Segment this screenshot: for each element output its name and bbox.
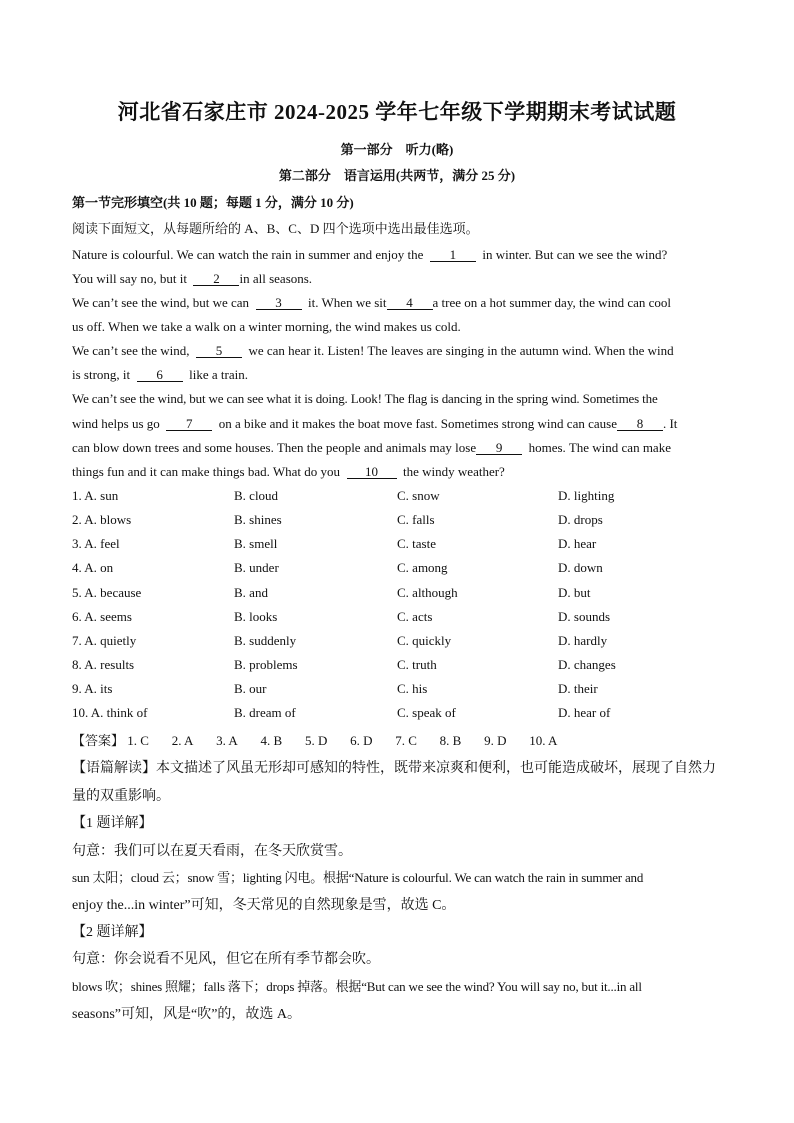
question-2-explanation: blows 吹；shines 照耀；falls 落下；drops 掉落。根据“But can we see the wind? You will say no, but it...in all bbox=[72, 979, 642, 994]
option-c: C. acts bbox=[397, 609, 433, 624]
option-b: B. looks bbox=[234, 609, 278, 624]
answer-item: 5. D bbox=[304, 733, 328, 748]
option-d: D. their bbox=[558, 681, 598, 696]
passage-line: can blow down trees and some houses. Then the people and animals may lose 9 homes. The wind can make bbox=[72, 440, 671, 455]
option-d: D. changes bbox=[558, 657, 616, 672]
option-b: B. smell bbox=[234, 536, 278, 551]
answer-item: 4. B bbox=[260, 733, 283, 748]
option-a: 2. A. blows bbox=[72, 512, 132, 527]
blank-1: 1 bbox=[430, 248, 476, 262]
blank-7: 7 bbox=[166, 417, 212, 431]
question-1-explanation: sun 太阳；cloud 云；snow 雪；lighting 闪电。根据“Nature is colourful. We can watch the rain in summer and bbox=[72, 870, 644, 885]
option-c: C. his bbox=[397, 681, 428, 696]
option-c: C. quickly bbox=[397, 633, 452, 648]
answer-label: 【答案】 bbox=[72, 733, 125, 748]
passage-line: We can’t see the wind, but we can see what it is doing. Look! The flag is dancing in the spring wind. Sometimes the bbox=[72, 391, 658, 406]
blank-8: 8 bbox=[617, 417, 663, 431]
blank-10: 10 bbox=[347, 465, 397, 479]
option-a: 4. A. on bbox=[72, 560, 114, 575]
option-c: C. among bbox=[397, 560, 448, 575]
answer-item: 1. C bbox=[127, 733, 149, 748]
answer-item: 3. A bbox=[216, 733, 238, 748]
passage-line: We can’t see the wind, but we can 3 it. When we sit 4 a tree on a hot summer day, the wind can cool bbox=[72, 295, 672, 310]
answer-item: 9. D bbox=[484, 733, 507, 748]
option-a: 6. A. seems bbox=[72, 609, 132, 624]
option-d: D. hear of bbox=[558, 705, 611, 720]
option-a: 8. A. results bbox=[72, 657, 135, 672]
question-2-heading: 【2 题详解】 bbox=[72, 925, 153, 940]
option-d: D. lighting bbox=[558, 488, 615, 503]
option-b: B. under bbox=[234, 560, 279, 575]
option-a: 10. A. think of bbox=[72, 705, 148, 720]
option-a: 9. A. its bbox=[72, 681, 113, 696]
option-c: C. snow bbox=[397, 488, 440, 503]
page-title: 河北省石家庄市 2024-2025 学年七年级下学期期末考试试题 bbox=[117, 100, 677, 124]
passage-line: Nature is colourful. We can watch the rain in summer and enjoy the 1 in winter. But can we see the wind? bbox=[72, 247, 668, 262]
option-c: C. speak of bbox=[397, 705, 456, 720]
answer-item: 6. D bbox=[350, 733, 373, 748]
option-d: D. hear bbox=[558, 536, 597, 551]
question-1-explanation: enjoy the...in winter”可知，冬天常见的自然现象是雪，故选 C。 bbox=[72, 898, 456, 913]
option-b: B. cloud bbox=[234, 488, 279, 503]
answer-item: 8. B bbox=[439, 733, 462, 748]
analysis-text: 【语篇解读】本文描述了风虽无形却可感知的特性，既带来凉爽和便利，也可能造成破坏，展现了自然力 bbox=[72, 761, 716, 776]
part-two-heading: 第二部分 语言运用(共两节，满分 25 分) bbox=[278, 168, 516, 183]
passage-line: We can’t see the wind, 5 we can hear it. Listen! The leaves are singing in the autumn wind. When the wind bbox=[72, 343, 674, 358]
passage-line: things fun and it can make things bad. What do you 10 the windy weather? bbox=[72, 464, 505, 479]
question-2-explanation: seasons”可知，风是“吹”的，故选 A。 bbox=[72, 1007, 302, 1022]
option-d: D. but bbox=[558, 585, 591, 600]
passage-line: is strong, it 6 like a train. bbox=[72, 367, 248, 382]
option-b: B. and bbox=[234, 585, 268, 600]
blank-3: 3 bbox=[256, 296, 302, 310]
option-d: D. down bbox=[558, 560, 603, 575]
option-a: 5. A. because bbox=[72, 585, 142, 600]
answer-item: 2. A bbox=[171, 733, 194, 748]
answer-key bbox=[72, 730, 724, 749]
answer-item: 7. C bbox=[395, 733, 417, 748]
blank-6: 6 bbox=[137, 368, 183, 382]
answer-item: 10. A bbox=[529, 733, 558, 748]
option-c: C. truth bbox=[397, 657, 437, 672]
blank-2: 2 bbox=[193, 272, 239, 286]
option-c: C. taste bbox=[397, 536, 436, 551]
blank-9: 9 bbox=[476, 441, 522, 455]
option-d: D. drops bbox=[558, 512, 603, 527]
question-2-meaning: 句意：你会说看不见风，但它在所有季节都会吹。 bbox=[72, 952, 380, 967]
option-a: 7. A. quietly bbox=[72, 633, 137, 648]
analysis-text: 量的双重影响。 bbox=[72, 789, 170, 804]
option-b: B. problems bbox=[234, 657, 298, 672]
option-d: D. hardly bbox=[558, 633, 608, 648]
option-b: B. our bbox=[234, 681, 267, 696]
option-a: 3. A. feel bbox=[72, 536, 120, 551]
passage-line: us off. When we take a walk on a winter morning, the wind makes us cold. bbox=[72, 319, 461, 334]
question-1-heading: 【1 题详解】 bbox=[72, 816, 153, 831]
part-one-heading: 第一部分 听力(略) bbox=[340, 142, 454, 157]
option-a: 1. A. sun bbox=[72, 488, 119, 503]
option-b: B. suddenly bbox=[234, 633, 297, 648]
question-1-meaning: 句意：我们可以在夏天看雨，在冬天欣赏雪。 bbox=[72, 844, 352, 859]
blank-5: 5 bbox=[196, 344, 242, 358]
option-c: C. although bbox=[397, 585, 458, 600]
section-heading: 第一节完形填空(共 10 题；每题 1 分，满分 10 分) bbox=[72, 195, 354, 210]
option-d: D. sounds bbox=[558, 609, 611, 624]
option-b: B. dream of bbox=[234, 705, 296, 720]
instruction-text: 阅读下面短文，从每题所给的 A、B、C、D 四个选项中选出最佳选项。 bbox=[72, 221, 479, 236]
blank-4: 4 bbox=[387, 296, 433, 310]
passage-line: wind helps us go 7 on a bike and it makes the boat move fast. Sometimes strong wind can cause 8 . It bbox=[72, 416, 678, 431]
passage-line: You will say no, but it 2 in all seasons. bbox=[72, 271, 313, 286]
option-b: B. shines bbox=[234, 512, 282, 527]
option-c: C. falls bbox=[397, 512, 435, 527]
